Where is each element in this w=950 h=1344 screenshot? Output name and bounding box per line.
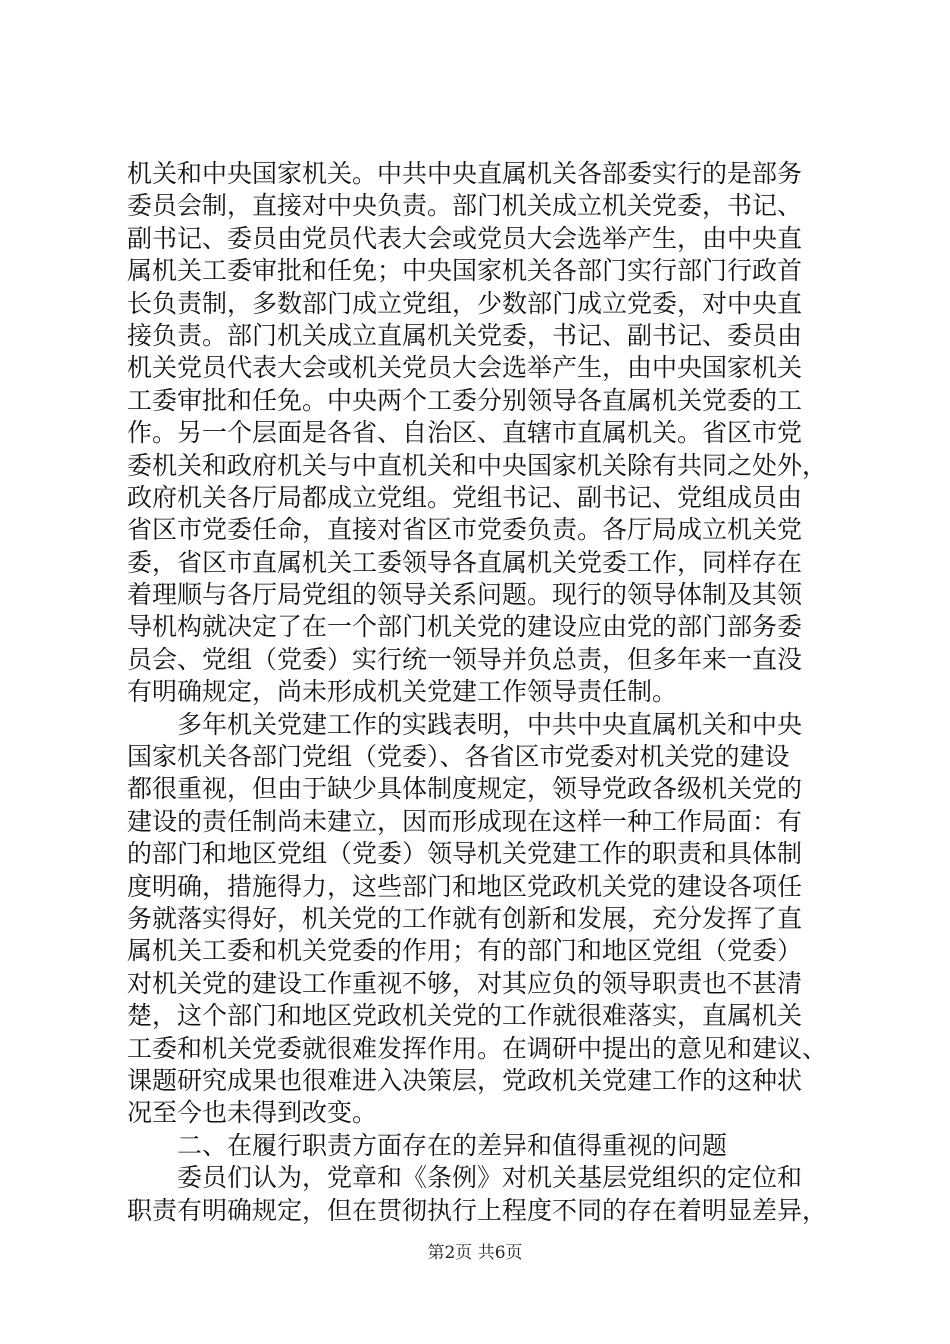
text-line: 有明确规定，尚未形成机关党建工作领导责任制。 bbox=[127, 677, 678, 707]
text-line: 机关党员代表大会或机关党员大会选举产生，由中央国家机关 bbox=[127, 353, 803, 383]
text-line: 况至今也未得到改变。 bbox=[127, 1098, 378, 1128]
text-line: 多年机关党建工作的实践表明，中共中央直属机关和中央 bbox=[177, 709, 803, 739]
text-line: 委员们认为，党章和《条例》对机关基层党组织的定位和 bbox=[177, 1163, 803, 1193]
text-line: 着理顺与各厅局党组的领导关系问题。现行的领导体制及其领 bbox=[127, 580, 803, 610]
text-line: 度明确，措施得力，这些部门和地区党政机关党的建设各项任 bbox=[127, 871, 803, 901]
text-line: 都很重视，但由于缺少具体制度规定，领导党政各级机关党的 bbox=[127, 774, 803, 804]
text-line: 楚，这个部门和地区党政机关党的工作就很难落实，直属机关 bbox=[127, 1001, 803, 1031]
document-body bbox=[127, 158, 827, 1227]
text-line: 国家机关各部门党组（党委）、各省区市党委对机关党的建设 bbox=[127, 742, 790, 772]
text-line: 建设的责任制尚未建立，因而形成现在这样一种工作局面：有 bbox=[127, 806, 803, 836]
text-line: 委员会制，直接对中央负责。部门机关成立机关党委，书记、 bbox=[127, 191, 803, 221]
text-line: 务就落实得好，机关党的工作就有创新和发展，充分发挥了直 bbox=[127, 903, 803, 933]
text-line: 省区市党委任命，直接对省区市党委负责。各厅局成立机关党 bbox=[127, 515, 803, 545]
text-line: 员会、党组（党委）实行统一领导并负总责，但多年来一直没 bbox=[127, 644, 803, 674]
text-line: 工委和机关党委就很难发挥作用。在调研中提出的意见和建议、 bbox=[127, 1033, 828, 1063]
text-line: 作。另一个层面是各省、自治区、直辖市直属机关。省区市党 bbox=[127, 418, 803, 448]
text-line: 属机关工委审批和任免；中央国家机关各部门实行部门行政首 bbox=[127, 256, 803, 286]
text-line: 政府机关各厅局都成立党组。党组书记、副书记、党组成员由 bbox=[127, 482, 803, 512]
text-line: 机关和中央国家机关。中共中央直属机关各部委实行的是部务 bbox=[127, 159, 803, 188]
text-line: 长负责制，多数部门成立党组，少数部门成立党委，对中央直 bbox=[127, 288, 803, 318]
text-line: 副书记、委员由党员代表大会或党员大会选举产生，由中央直 bbox=[127, 223, 803, 253]
text-line: 课题研究成果也很难进入决策层，党政机关党建工作的这种状 bbox=[127, 1065, 803, 1095]
text-line: 二、在履行职责方面存在的差异和值得重视的问题 bbox=[177, 1130, 728, 1160]
text-line: 属机关工委和机关党委的作用；有的部门和地区党组（党委） bbox=[127, 936, 803, 966]
text-line: 接负责。部门机关成立直属机关党委，书记、副书记、委员由 bbox=[127, 320, 803, 350]
text-line: 工委审批和任免。中央两个工委分别领导各直属机关党委的工 bbox=[127, 385, 803, 415]
text-line: 委，省区市直属机关工委领导各直属机关党委工作，同样存在 bbox=[127, 547, 803, 577]
page-footer: 第2页 共6页 bbox=[427, 1243, 523, 1263]
text-line: 委机关和政府机关与中直机关和中央国家机关除有共同之处外， bbox=[127, 450, 828, 480]
text-line: 对机关党的建设工作重视不够，对其应负的领导职责也不甚清 bbox=[127, 968, 803, 998]
text-line: 的部门和地区党组（党委）领导机关党建工作的职责和具体制 bbox=[127, 839, 803, 869]
text-line: 职责有明确规定，但在贯彻执行上程度不同的存在着明显差异， bbox=[127, 1195, 828, 1225]
text-line: 导机构就决定了在一个部门机关党的建设应由党的部门部务委 bbox=[127, 612, 803, 642]
